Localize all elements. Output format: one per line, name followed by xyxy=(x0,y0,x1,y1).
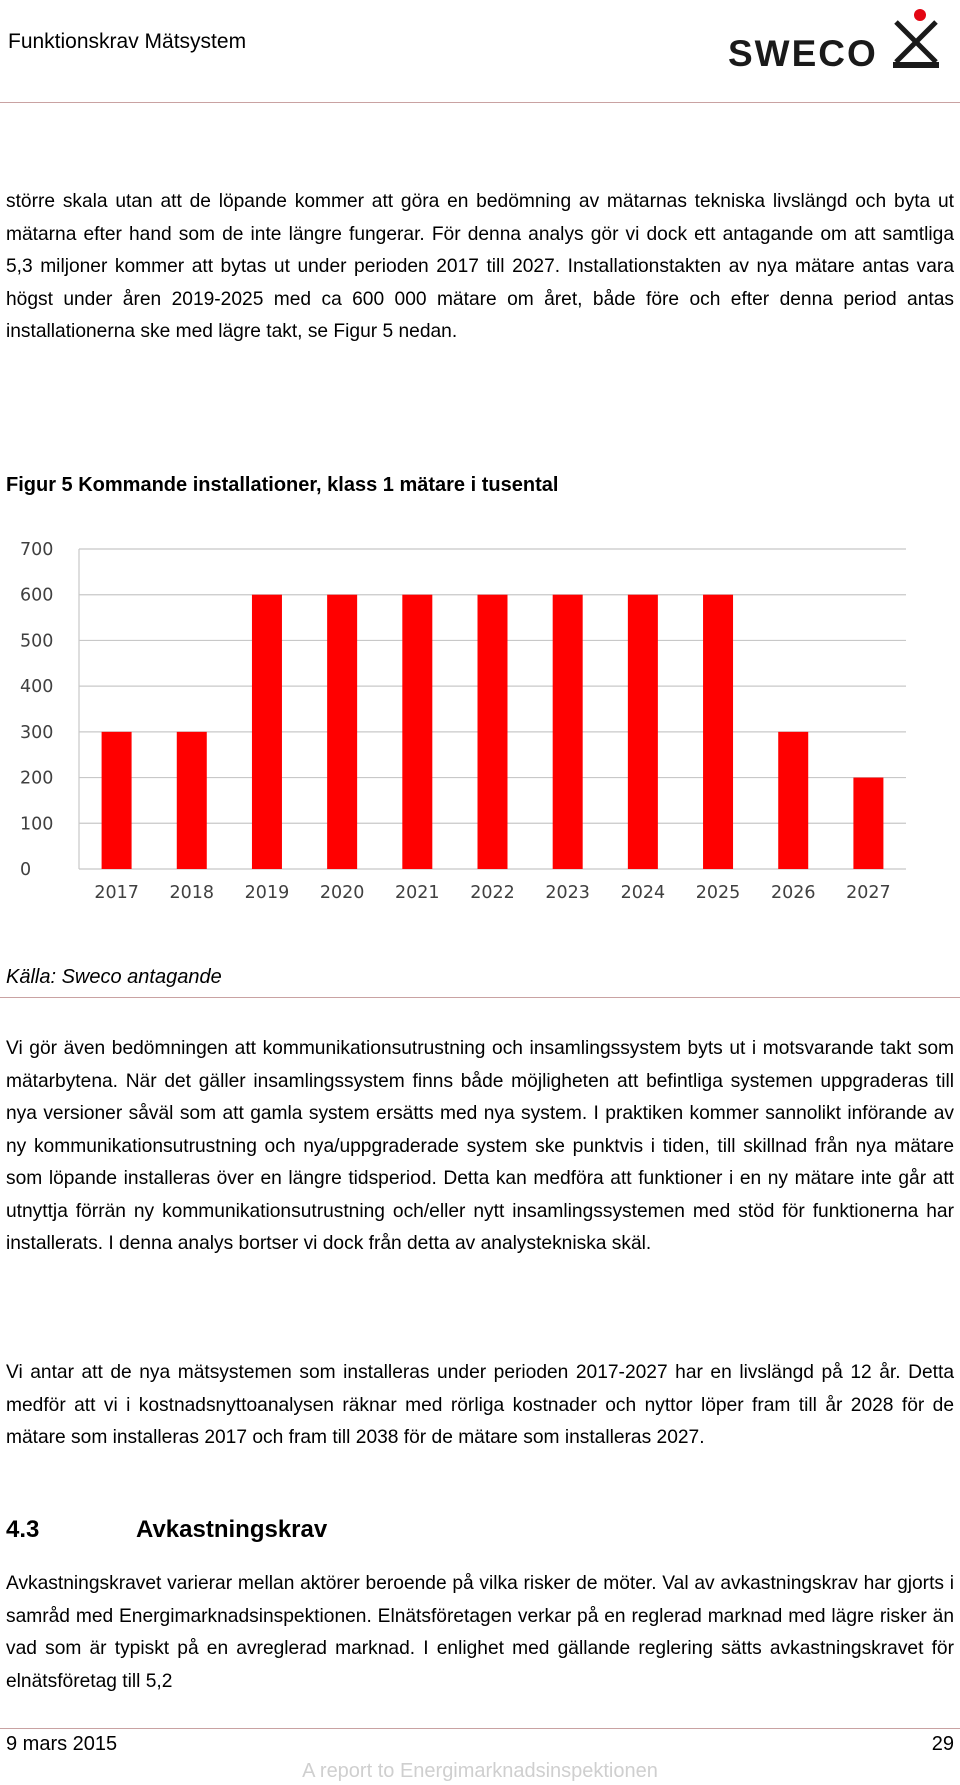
bar-2023 xyxy=(553,595,583,869)
bar-2021 xyxy=(402,595,432,869)
logo-text: SWECO xyxy=(728,33,878,74)
y-tick-label: 400 xyxy=(20,677,54,698)
body-paragraph-1: större skala utan att de löpande kommer att göra en bedömning av mätarnas tekniska livslängd och byta ut mätarna efter hand som de inte längre fungerar. För denna analys gör vi dock ett antagande om att samtliga 5,3 miljoner kommer att bytas ut under perioden 2017 till 2027. Installationstakten av nya mätare antas vara högst under åren 2019-2025 med ca 600 000 mätare om året, både före och efter denna period antas installationerna ske med lägre takt, se Figur 5 nedan. xyxy=(6,191,954,342)
bar-2018 xyxy=(177,732,207,869)
y-tick-label: 600 xyxy=(20,585,54,606)
bar-2019 xyxy=(252,595,282,869)
bar-2017 xyxy=(102,732,132,869)
header-title: Funktionskrav Mätsystem xyxy=(8,30,247,53)
x-tick-label: 2018 xyxy=(169,883,215,903)
sweco-logo xyxy=(728,6,954,76)
x-tick-label: 2019 xyxy=(244,883,290,903)
bar-2024 xyxy=(628,595,658,869)
bar-2025 xyxy=(703,595,733,869)
source-divider xyxy=(0,997,960,998)
figure-caption: Figur 5 Kommande installationer, klass 1 mätare i tusental xyxy=(6,474,559,496)
y-tick-label: 0 xyxy=(20,860,32,880)
bar-2020 xyxy=(327,595,357,869)
section-number: 4.3 xyxy=(6,1516,40,1543)
logo-emblem-icon xyxy=(893,9,939,68)
y-tick-label: 500 xyxy=(20,631,54,652)
body-paragraph-3: Vi antar att de nya mätsystemen som installeras under perioden 2017-2027 har en livslängd på 12 år. Detta medför att vi i kostnadsnyttoanalysen räknar med rörliga kostnader och nyttor löper fram till år 2028 för de mätare som installeras 2017 och fram till 2038 för de mätare som installeras 2027. xyxy=(6,1362,954,1448)
bar-2027 xyxy=(853,778,883,869)
installations-bar-chart xyxy=(0,520,960,920)
bar-2026 xyxy=(778,732,808,869)
x-tick-label: 2027 xyxy=(846,883,891,903)
bar-2022 xyxy=(478,595,508,869)
y-tick-label: 100 xyxy=(20,814,54,835)
x-tick-label: 2024 xyxy=(620,883,666,903)
figure-source: Källa: Sweco antagande xyxy=(6,966,222,988)
footer-divider xyxy=(0,1728,960,1729)
x-tick-label: 2017 xyxy=(94,883,139,903)
x-tick-label: 2021 xyxy=(395,883,440,903)
footer-date: 9 mars 2015 xyxy=(6,1733,118,1755)
page-number: 29 xyxy=(931,1733,954,1755)
section-title: Avkastningskrav xyxy=(136,1516,328,1543)
y-tick-label: 200 xyxy=(20,768,54,789)
x-tick-label: 2026 xyxy=(770,883,816,903)
y-tick-label: 300 xyxy=(20,722,54,743)
footer-report-note: A report to Energimarknadsinspektionen xyxy=(302,1760,658,1782)
header-divider xyxy=(0,102,960,103)
x-tick-label: 2023 xyxy=(545,883,590,903)
section-heading xyxy=(6,1516,327,1544)
x-tick-label: 2025 xyxy=(695,883,741,903)
x-tick-label: 2020 xyxy=(319,883,365,903)
body-paragraph-2: Vi gör även bedömningen att kommunikationsutrustning och insamlingssystem byts ut i motsvarande takt som mätarbytena. När det gäller insamlingssystem finns både möjligheten att befintliga systemen uppgraderas till nya versioner såväl som att gamla system ersätts med nya system. I praktiken kommer sannolikt införande av ny kommunikationsutrustning och nya/uppgraderade system ske punktvis i tiden, till skillnad från nya mätare som löpande installeras över en längre tidsperiod. Detta kan medföra att funktioner i en ny mätare inte går att utnyttja förrän ny kommunikationsutrustning och/eller nytt insamlingssystemen med stöd för funktionerna har installerats. I denna analys bortser vi dock från detta av analystekniska skäl. xyxy=(6,1038,954,1254)
y-tick-label: 700 xyxy=(20,540,54,560)
x-tick-label: 2022 xyxy=(470,883,515,903)
body-paragraph-4: Avkastningskravet varierar mellan aktörer beroende på vilka risker de möter. Val av avkastningskrav har gjorts i samråd med Energimarknadsinspektionen. Elnätsföretagen verkar på en reglerad marknad med lägre risker än vad som är typiskt på en avreglerad marknad. I enlighet med gällande reglering sätts avkastningskravet för elnätsföretag till 5,2 xyxy=(6,1573,954,1692)
